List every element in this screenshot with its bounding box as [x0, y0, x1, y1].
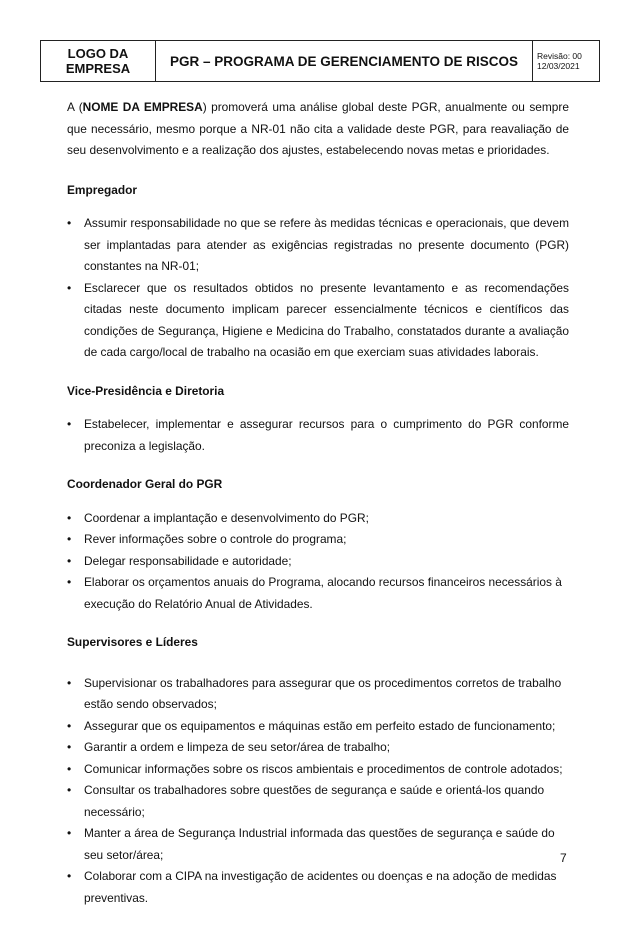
company-name-placeholder: NOME DA EMPRESA — [82, 100, 203, 114]
list-item: • Elaborar os orçamentos anuais do Programa, alocando recursos financeiros necessários à execução do Relatório Anual de Atividades. — [67, 572, 569, 615]
logo-line-2: EMPRESA — [65, 61, 131, 76]
list-item: • Delegar responsabilidade e autoridade; — [67, 551, 569, 573]
list-coordenador — [67, 508, 569, 616]
list-item: • Esclarecer que os resultados obtidos no presente levantamento e as recomendações citadas neste documento implicam parecer essencialmente técnicos e científicos das condições de Segurança, Higiene e Medicina do Trabalho, constatados durante a avaliação de cada cargo/local de trabalho na ocasião em que exerciam suas atividades laborais. — [67, 278, 569, 364]
section-heading-empregador: Empregador — [67, 182, 138, 197]
list-item: • Colaborar com a CIPA na investigação de acidentes ou doenças e na adoção de medidas preventivas. — [67, 866, 569, 909]
list-item: • Manter a área de Segurança Industrial informada das questões de segurança e saúde do seu setor/área; — [67, 823, 569, 866]
document-header — [40, 40, 600, 82]
list-item: • Supervisionar os trabalhadores para assegurar que os procedimentos corretos de trabalho estão sendo observados; — [67, 673, 569, 716]
intro-prefix: A ( — [67, 100, 83, 114]
logo-line-1: LOGO DA — [67, 46, 129, 61]
revision-date: 12/03/2021 — [537, 61, 580, 71]
list-supervisores — [67, 673, 569, 910]
document-title: PGR – PROGRAMA DE GERENCIAMENTO DE RISCOS — [156, 41, 533, 81]
list-item: • Rever informações sobre o controle do programa; — [67, 529, 569, 551]
list-empregador — [67, 213, 569, 364]
list-item: • Comunicar informações sobre os riscos ambientais e procedimentos de controle adotados; — [67, 759, 569, 781]
list-item: • Consultar os trabalhadores sobre questões de segurança e saúde e orientá-los quando necessário; — [67, 780, 569, 823]
list-item: • Garantir a ordem e limpeza de seu setor/área de trabalho; — [67, 737, 569, 759]
list-item: • Coordenar a implantação e desenvolvimento do PGR; — [67, 508, 569, 530]
page-number: 7 — [560, 851, 567, 865]
revision-box — [533, 41, 599, 81]
list-item: • Assegurar que os equipamentos e máquinas estão em perfeito estado de funcionamento; — [67, 716, 569, 738]
intro-text: ) promoverá uma análise global deste PGR, anualmente ou sempre que necessário, mesmo porque a NR-01 não cita a validade deste PGR, para reavaliação de seu desenvolvimento e a realização dos ajustes, estabelecendo novas metas e prioridades. — [67, 100, 569, 157]
list-item: • Estabelecer, implementar e assegurar recursos para o cumprimento do PGR conforme preconiza a legislação. — [67, 414, 569, 457]
company-logo-placeholder — [41, 41, 156, 81]
section-heading-supervisores: Supervisores e Líderes — [67, 635, 198, 649]
intro-paragraph — [67, 97, 569, 162]
list-vice-presidencia — [67, 414, 569, 457]
list-item: • Assumir responsabilidade no que se refere às medidas técnicas e operacionais, que devem ser implantadas para atender as exigências registradas no presente documento (PGR) constantes na NR-01; — [67, 213, 569, 278]
section-heading-coordenador: Coordenador Geral do PGR — [67, 477, 223, 491]
section-heading-vice-presidencia: Vice-Presidência e Diretoria — [67, 383, 225, 398]
revision-label: Revisão: 00 — [537, 51, 582, 61]
document-body — [67, 97, 569, 926]
